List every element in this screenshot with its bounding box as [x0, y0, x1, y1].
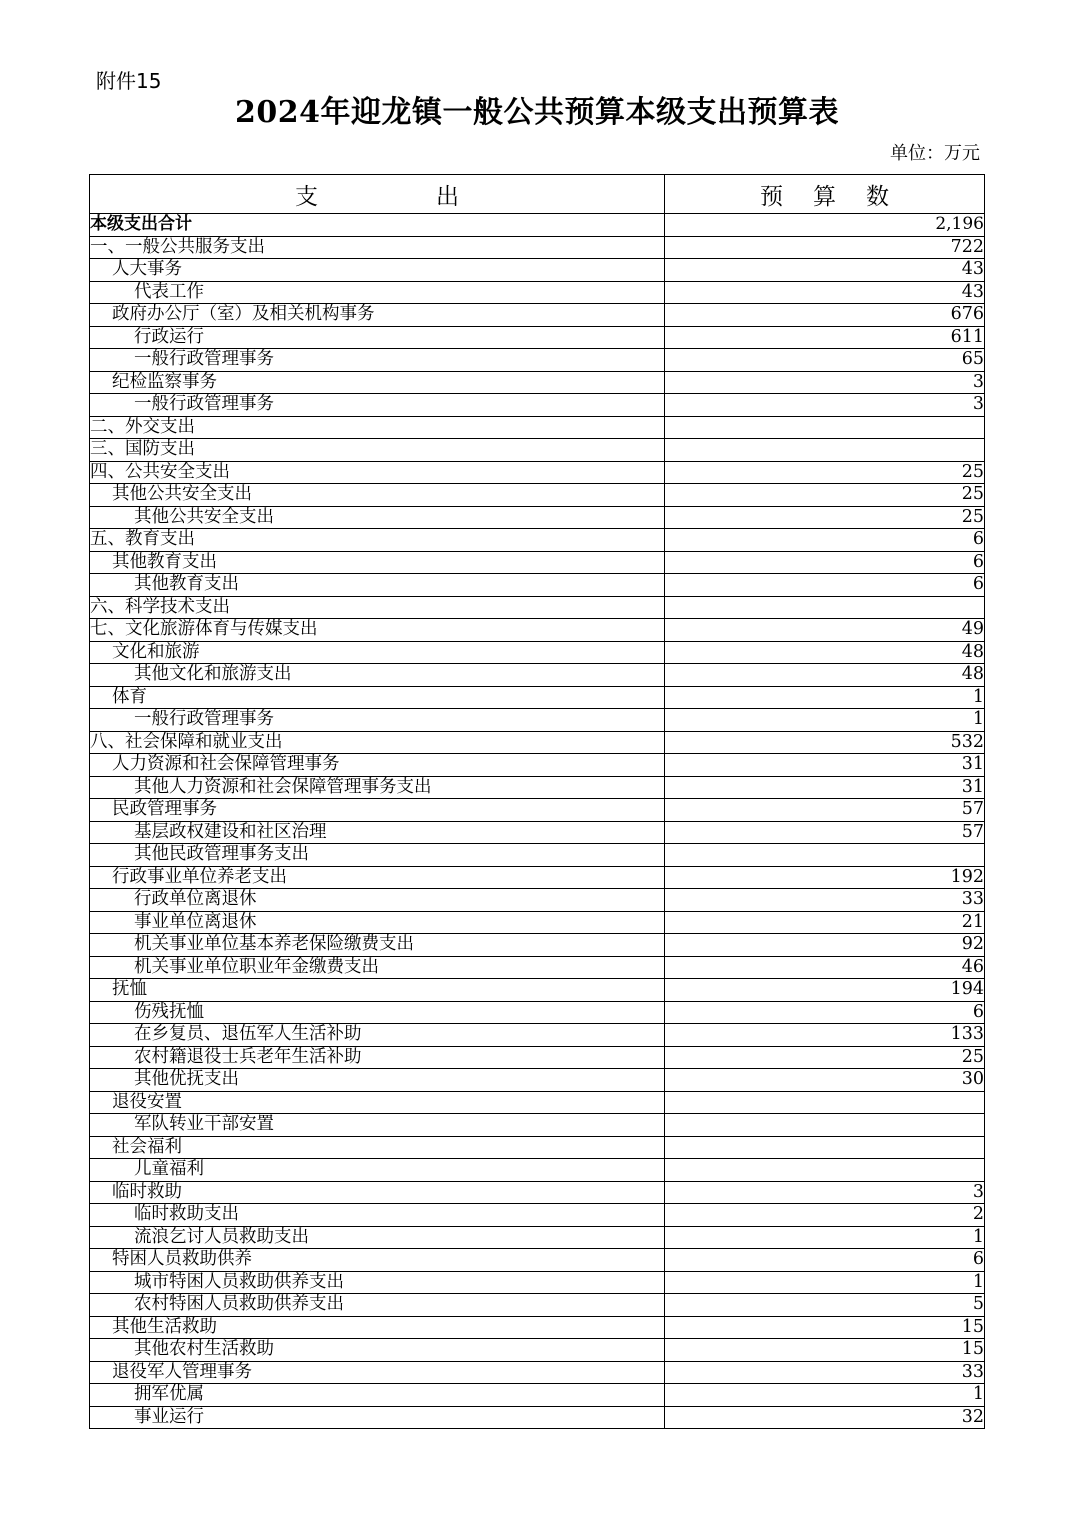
- attachment-label: 附件15: [96, 69, 162, 93]
- row-budget-value: 25: [665, 506, 985, 529]
- row-item-name: 人大事务: [90, 259, 665, 282]
- table-row: [90, 1226, 985, 1249]
- row-item-name: 一、一般公共服务支出: [90, 236, 665, 259]
- table-row: [90, 821, 985, 844]
- table-row: [90, 1181, 985, 1204]
- row-item-name: 其他教育支出: [90, 551, 665, 574]
- row-budget-value: 30: [665, 1069, 985, 1092]
- table-row: [90, 956, 985, 979]
- table-row: [90, 619, 985, 642]
- row-budget-value: 32: [665, 1406, 985, 1429]
- row-item-name: 城市特困人员救助供养支出: [90, 1271, 665, 1294]
- row-budget-value: 1: [665, 686, 985, 709]
- total-row: [90, 214, 985, 237]
- row-budget-value: [665, 844, 985, 867]
- row-item-name: 行政单位离退休: [90, 889, 665, 912]
- row-budget-value: 3: [665, 394, 985, 417]
- row-budget-value: 192: [665, 866, 985, 889]
- table-row: [90, 1069, 985, 1092]
- row-item-name: 农村特困人员救助供养支出: [90, 1294, 665, 1317]
- row-budget-value: 43: [665, 281, 985, 304]
- row-item-name: 纪检监察事务: [90, 371, 665, 394]
- row-item-name: 二、外交支出: [90, 416, 665, 439]
- row-item-name: 拥军优属: [90, 1384, 665, 1407]
- row-item-name: 事业单位离退休: [90, 911, 665, 934]
- row-budget-value: 194: [665, 979, 985, 1002]
- row-item-name: 事业运行: [90, 1406, 665, 1429]
- table-row: [90, 911, 985, 934]
- row-budget-value: 722: [665, 236, 985, 259]
- row-item-name: 文化和旅游: [90, 641, 665, 664]
- row-item-name: 一般行政管理事务: [90, 394, 665, 417]
- row-item-name: 退役安置: [90, 1091, 665, 1114]
- row-budget-value: 33: [665, 1361, 985, 1384]
- table-row: [90, 236, 985, 259]
- table-row: [90, 709, 985, 732]
- table-row: [90, 979, 985, 1002]
- table-row: [90, 1136, 985, 1159]
- table-row: [90, 529, 985, 552]
- row-budget-value: 33: [665, 889, 985, 912]
- table-row: [90, 1046, 985, 1069]
- table-row: [90, 326, 985, 349]
- row-budget-value: 6: [665, 529, 985, 552]
- row-budget-value: 49: [665, 619, 985, 642]
- table-row: [90, 731, 985, 754]
- row-budget-value: 25: [665, 484, 985, 507]
- table-row: [90, 371, 985, 394]
- row-budget-value: 31: [665, 776, 985, 799]
- table-body: [90, 214, 985, 1429]
- row-budget-value: 1: [665, 1226, 985, 1249]
- row-item-name: 行政事业单位养老支出: [90, 866, 665, 889]
- row-item-name: 政府办公厅（室）及相关机构事务: [90, 304, 665, 327]
- table-row: [90, 349, 985, 372]
- row-item-name: 其他教育支出: [90, 574, 665, 597]
- row-item-name: 社会福利: [90, 1136, 665, 1159]
- table-row: [90, 484, 985, 507]
- row-item-name: 本级支出合计: [90, 214, 665, 237]
- row-item-name: 基层政权建设和社区治理: [90, 821, 665, 844]
- table-row: [90, 1384, 985, 1407]
- table-row: [90, 1159, 985, 1182]
- row-budget-value: 532: [665, 731, 985, 754]
- row-item-name: 军队转业干部安置: [90, 1114, 665, 1137]
- table-row: [90, 844, 985, 867]
- row-budget-value: 6: [665, 551, 985, 574]
- row-item-name: 八、社会保障和就业支出: [90, 731, 665, 754]
- row-item-name: 在乡复员、退伍军人生活补助: [90, 1024, 665, 1047]
- table-row: [90, 1294, 985, 1317]
- row-budget-value: 1: [665, 709, 985, 732]
- row-budget-value: 133: [665, 1024, 985, 1047]
- row-item-name: 儿童福利: [90, 1159, 665, 1182]
- row-item-name: 农村籍退役士兵老年生活补助: [90, 1046, 665, 1069]
- row-item-name: 其他生活救助: [90, 1316, 665, 1339]
- table-row: [90, 1001, 985, 1024]
- table-row: [90, 1114, 985, 1137]
- row-budget-value: 1: [665, 1271, 985, 1294]
- row-item-name: 七、文化旅游体育与传媒支出: [90, 619, 665, 642]
- row-budget-value: 48: [665, 641, 985, 664]
- row-item-name: 其他公共安全支出: [90, 484, 665, 507]
- row-budget-value: [665, 439, 985, 462]
- row-item-name: 临时救助支出: [90, 1204, 665, 1227]
- row-item-name: 伤残抚恤: [90, 1001, 665, 1024]
- row-budget-value: 15: [665, 1316, 985, 1339]
- row-budget-value: 25: [665, 1046, 985, 1069]
- row-item-name: 一般行政管理事务: [90, 709, 665, 732]
- header-budget-amount: 预算数: [665, 175, 985, 214]
- row-budget-value: 48: [665, 664, 985, 687]
- table-row: [90, 461, 985, 484]
- table-row: [90, 799, 985, 822]
- row-item-name: 退役军人管理事务: [90, 1361, 665, 1384]
- row-item-name: 其他民政管理事务支出: [90, 844, 665, 867]
- row-item-name: 其他公共安全支出: [90, 506, 665, 529]
- row-item-name: 临时救助: [90, 1181, 665, 1204]
- row-item-name: 体育: [90, 686, 665, 709]
- row-item-name: 三、国防支出: [90, 439, 665, 462]
- row-budget-value: 15: [665, 1339, 985, 1362]
- row-budget-value: 5: [665, 1294, 985, 1317]
- row-item-name: 人力资源和社会保障管理事务: [90, 754, 665, 777]
- row-budget-value: 31: [665, 754, 985, 777]
- row-budget-value: [665, 596, 985, 619]
- row-budget-value: [665, 1091, 985, 1114]
- row-item-name: 其他文化和旅游支出: [90, 664, 665, 687]
- page-title: 2024年迎龙镇一般公共预算本级支出预算表: [235, 95, 839, 130]
- table-row: [90, 394, 985, 417]
- row-budget-value: 3: [665, 1181, 985, 1204]
- row-budget-value: 92: [665, 934, 985, 957]
- table-row: [90, 1249, 985, 1272]
- row-budget-value: [665, 416, 985, 439]
- table-row: [90, 551, 985, 574]
- row-budget-value: 2: [665, 1204, 985, 1227]
- table-row: [90, 1204, 985, 1227]
- table-row: [90, 304, 985, 327]
- row-item-name: 其他农村生活救助: [90, 1339, 665, 1362]
- row-budget-value: 6: [665, 574, 985, 597]
- row-item-name: 一般行政管理事务: [90, 349, 665, 372]
- row-budget-value: 611: [665, 326, 985, 349]
- row-item-name: 其他优抚支出: [90, 1069, 665, 1092]
- table-row: [90, 596, 985, 619]
- row-budget-value: 65: [665, 349, 985, 372]
- row-budget-value: 1: [665, 1384, 985, 1407]
- row-item-name: 六、科学技术支出: [90, 596, 665, 619]
- row-item-name: 流浪乞讨人员救助支出: [90, 1226, 665, 1249]
- table-row: [90, 934, 985, 957]
- row-budget-value: [665, 1159, 985, 1182]
- table-row: [90, 664, 985, 687]
- row-budget-value: 3: [665, 371, 985, 394]
- unit-label: 单位：万元: [890, 143, 980, 164]
- table-row: [90, 1339, 985, 1362]
- row-budget-value: [665, 1136, 985, 1159]
- row-item-name: 其他人力资源和社会保障管理事务支出: [90, 776, 665, 799]
- row-budget-value: [665, 1114, 985, 1137]
- row-item-name: 民政管理事务: [90, 799, 665, 822]
- table-row: [90, 776, 985, 799]
- table-row: [90, 281, 985, 304]
- table-row: [90, 1316, 985, 1339]
- row-budget-value: 46: [665, 956, 985, 979]
- table-row: [90, 866, 985, 889]
- table-row: [90, 1271, 985, 1294]
- table-row: [90, 1361, 985, 1384]
- table-row: [90, 754, 985, 777]
- row-budget-value: 6: [665, 1001, 985, 1024]
- row-item-name: 抚恤: [90, 979, 665, 1002]
- row-budget-value: 57: [665, 799, 985, 822]
- table-row: [90, 641, 985, 664]
- table-row: [90, 439, 985, 462]
- table-row: [90, 1091, 985, 1114]
- table-row: [90, 416, 985, 439]
- table-row: [90, 506, 985, 529]
- header-expenditure: 支出: [90, 175, 665, 214]
- row-item-name: 特困人员救助供养: [90, 1249, 665, 1272]
- table-row: [90, 889, 985, 912]
- table-row: [90, 259, 985, 282]
- table-row: [90, 574, 985, 597]
- table-row: [90, 1024, 985, 1047]
- row-item-name: 五、教育支出: [90, 529, 665, 552]
- row-budget-value: 2,196: [665, 214, 985, 237]
- row-budget-value: 57: [665, 821, 985, 844]
- row-item-name: 四、公共安全支出: [90, 461, 665, 484]
- row-budget-value: 25: [665, 461, 985, 484]
- row-budget-value: 21: [665, 911, 985, 934]
- row-item-name: 代表工作: [90, 281, 665, 304]
- row-budget-value: 6: [665, 1249, 985, 1272]
- row-item-name: 机关事业单位职业年金缴费支出: [90, 956, 665, 979]
- row-item-name: 行政运行: [90, 326, 665, 349]
- table-row: [90, 1406, 985, 1429]
- table-row: [90, 686, 985, 709]
- budget-table: [89, 174, 985, 1429]
- row-budget-value: 676: [665, 304, 985, 327]
- row-item-name: 机关事业单位基本养老保险缴费支出: [90, 934, 665, 957]
- table-header-row: [90, 175, 985, 214]
- row-budget-value: 43: [665, 259, 985, 282]
